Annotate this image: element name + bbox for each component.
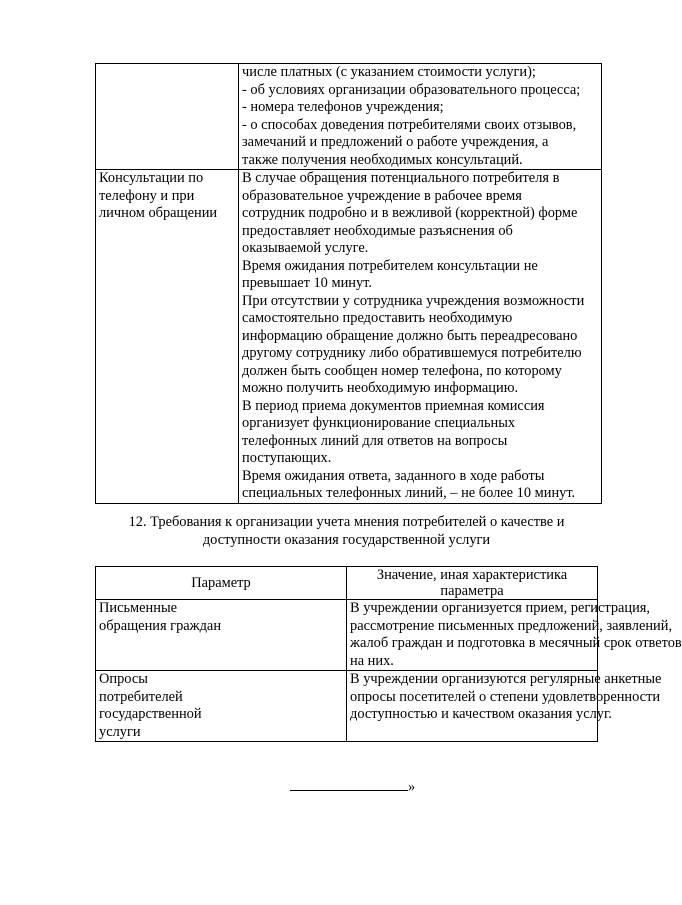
text-line: личном обращении — [99, 205, 218, 221]
text-line: числе платных (с указанием стоимости услуги); — [242, 64, 536, 80]
text-line: можно получить необходимую информацию. — [242, 380, 519, 396]
table-row — [96, 600, 598, 671]
table-row — [96, 64, 602, 170]
text-line: оказываемой услуге. — [242, 240, 369, 256]
text-line: также получения необходимых консультаций. — [242, 151, 523, 168]
table-cell-value — [347, 600, 682, 671]
text-line: замечаний и предложений о работе учреждения, а — [242, 134, 549, 150]
closing-line — [290, 776, 415, 796]
text-line: телефонных линий для ответов на вопросы — [242, 432, 508, 449]
service-info-table — [95, 63, 602, 504]
text-line: - об условиях организации образовательного процесса; — [242, 81, 581, 98]
table-row — [96, 170, 602, 504]
text-line: услуги — [99, 723, 141, 740]
text-line: - номера телефонов учреждения; — [242, 99, 444, 115]
text-line: информацию обращение должно быть переадресовано — [242, 327, 578, 344]
text-line: Консультации по — [99, 170, 204, 186]
column-header-value: Значение, иная характеристика параметра — [347, 567, 598, 600]
text-line: предоставляет необходимые разъяснения об — [242, 222, 513, 239]
table-row — [96, 671, 598, 742]
table-cell-value — [239, 64, 602, 170]
text-line: организует функционирование специальных — [242, 415, 516, 431]
blank-underline — [290, 776, 408, 791]
text-line: на них. — [350, 652, 394, 669]
column-header-param: Параметр — [96, 567, 347, 600]
text-line: самостоятельно предоставить необходимую — [242, 310, 513, 326]
text-line: В учреждении организуется прием, регистрация, — [350, 600, 651, 616]
text-line: Письменные — [99, 600, 177, 616]
table-cell-param — [96, 671, 347, 742]
text-line: При отсутствии у сотрудника учреждения возможности — [242, 292, 585, 309]
text-line: другому сотруднику либо обратившемуся потребителю — [242, 345, 582, 361]
table-header-row — [96, 567, 598, 600]
table-cell-param — [96, 170, 239, 504]
section-12-heading — [95, 513, 598, 549]
text-line: Время ожидания ответа, заданного в ходе работы — [242, 467, 545, 484]
text-line: В случае обращения потенциального потребителя в — [242, 170, 560, 186]
text-line: потребителей — [99, 688, 183, 705]
text-line: сотрудник подробно и в вежливой (корректной) форме — [242, 205, 578, 221]
text-line: государственной — [99, 706, 202, 722]
table-cell-param — [96, 600, 347, 671]
text-line: Опросы — [99, 671, 148, 687]
closing-quote-mark: » — [408, 779, 416, 795]
text-line: опросы посетителей о степени удовлетворенности — [350, 688, 661, 705]
table-cell-value — [347, 671, 662, 742]
text-line: поступающих. — [242, 450, 332, 466]
heading-line: доступности оказания государственной услуги — [202, 532, 491, 548]
text-line: должен быть сообщен номер телефона, по которому — [242, 362, 562, 379]
text-line: телефону и при — [99, 187, 195, 204]
text-line: рассмотрение письменных предложений, заявлений, — [350, 617, 673, 634]
text-line: В учреждении организуются регулярные анкетные — [350, 671, 662, 687]
text-line: - о способах доведения потребителями своих отзывов, — [242, 116, 577, 133]
text-line: обращения граждан — [99, 617, 222, 634]
text-line: жалоб граждан и подготовка в месячный срок ответов — [350, 635, 682, 651]
table-cell-value — [239, 170, 602, 504]
text-line: Время ожидания потребителем консультации не — [242, 257, 538, 274]
text-line: образовательное учреждение в рабочее время — [242, 187, 522, 204]
text-line: превышает 10 минут. — [242, 275, 372, 291]
table-cell-param — [96, 64, 239, 170]
text-line: доступностью и качеством оказания услуг. — [350, 706, 612, 722]
text-line: В период приема документов приемная комиссия — [242, 397, 545, 414]
feedback-requirements-table — [95, 566, 682, 742]
heading-line: 12. Требования к организации учета мнения потребителей о качестве и — [128, 514, 565, 530]
text-line: специальных телефонных линий, – не более 10 минут. — [242, 485, 576, 501]
